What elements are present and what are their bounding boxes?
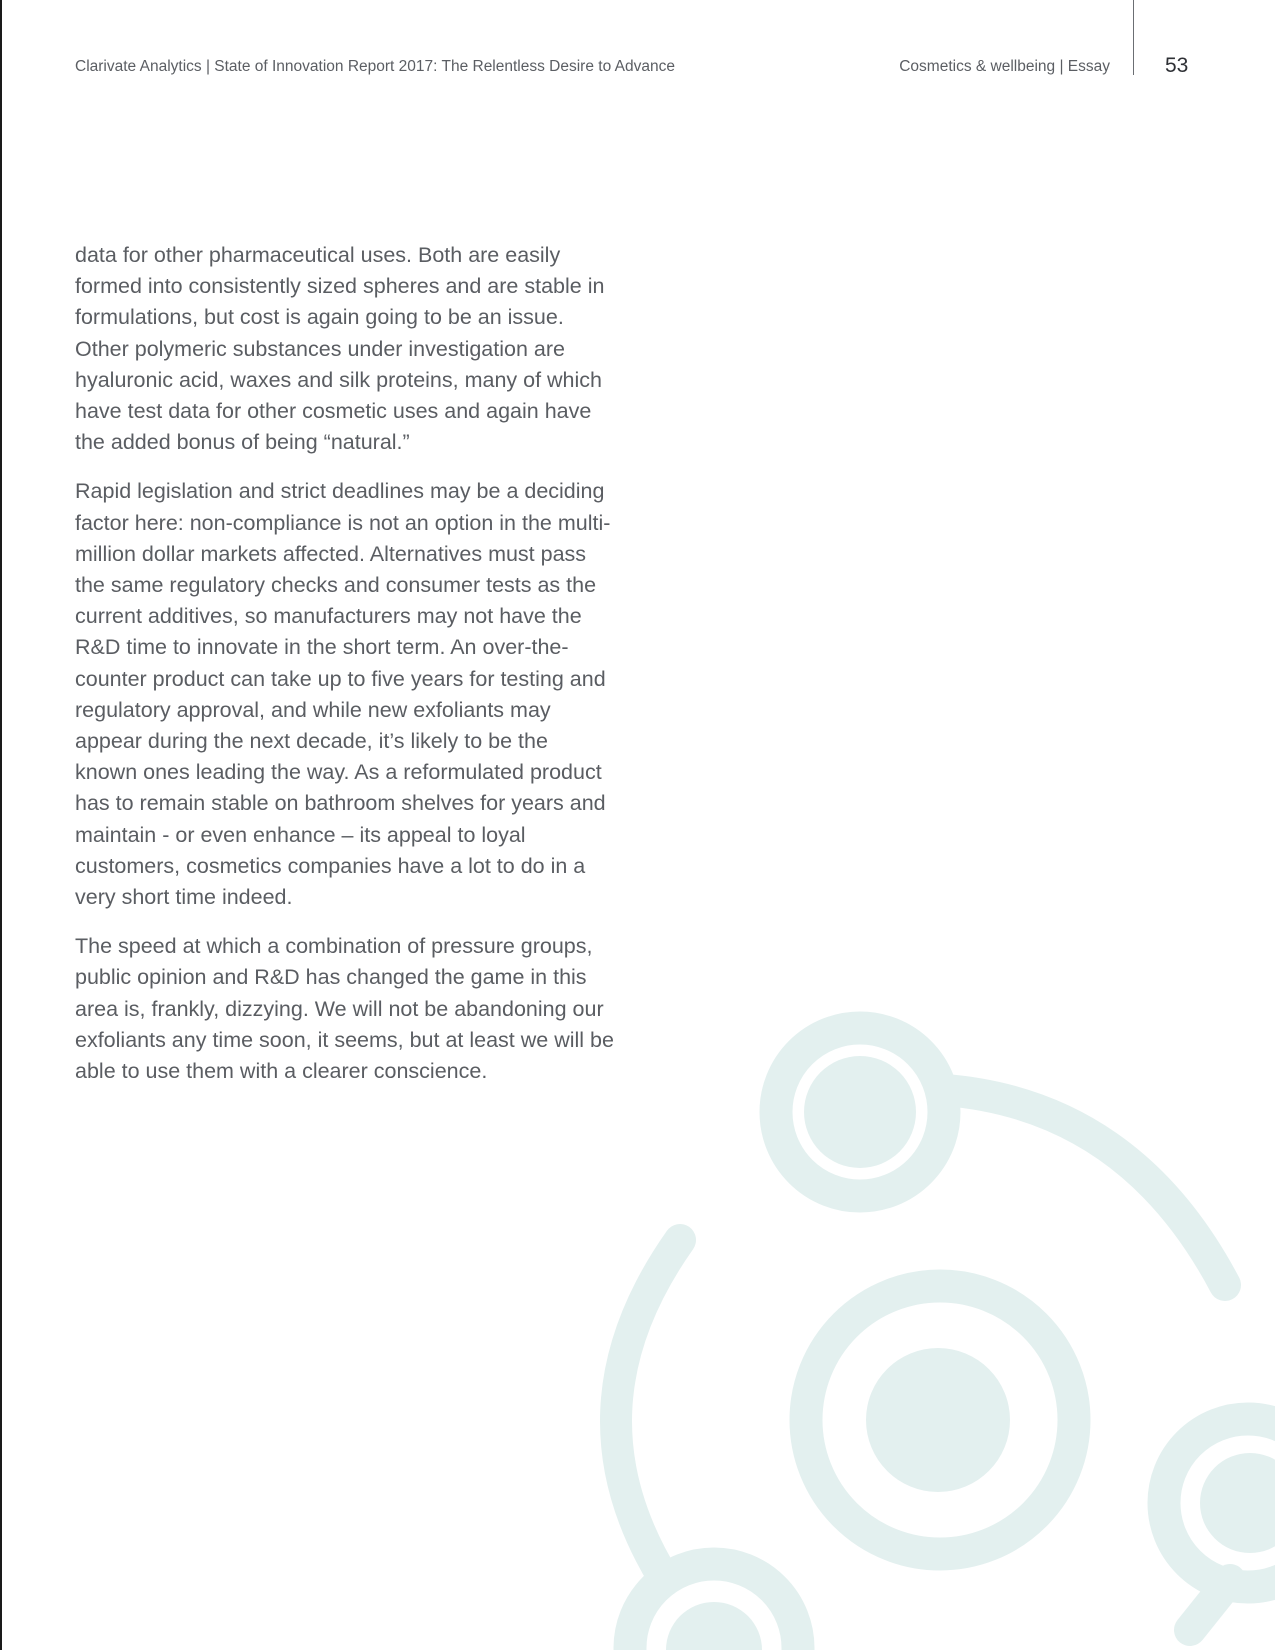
decoration-dot-bottom	[666, 1602, 762, 1650]
decoration-dot-right	[1200, 1453, 1275, 1553]
page-number: 53	[1165, 54, 1189, 77]
decoration-dot-center	[866, 1348, 1010, 1492]
paragraph: data for other pharmaceutical uses. Both are easily formed into consistently sized spheres and are stable in formulations, but cost is again going to be an issue. Other polymeric substances under investigation are hyaluronic acid, waxes and silk proteins, many of which have test data for other cosmetic uses and again have the added bonus of being “natural.”	[75, 243, 605, 455]
decoration-arc-upper	[945, 1090, 1225, 1285]
paragraph: The speed at which a combination of pressure groups, public opinion and R&D has changed the game in this area is, frankly, dizzying. We will not be abandoning our exfoliants any time soon, it seems, but at least we will be able to use them with a clearer conscience.	[75, 934, 614, 1084]
essay-body	[75, 240, 615, 1105]
decoration-arc-left	[616, 1240, 680, 1580]
paragraph: Rapid legislation and strict deadlines may be a deciding factor here: non-compliance is not an option in the multi-million dollar markets affected. Alternatives must pass the same regulatory checks and consumer tests as the current additives, so manufacturers may not have the R&D time to innovate in the short term. An over-the-counter product can take up to five years for testing and regulatory approval, and while new exfoliants may appear during the next decade, it’s likely to be the known ones leading the way. As a reformulated product has to remain stable on bathroom shelves for years and maintain - or even enhance – its appeal to loyal customers, cosmetics companies have a lot to do in a very short time indeed.	[75, 479, 611, 910]
running-header-section: Cosmetics & wellbeing | Essay	[899, 58, 1110, 75]
decoration-dot-top	[804, 1056, 916, 1168]
running-header-report-title: Clarivate Analytics | State of Innovation Report 2017: The Relentless Desire to Advance	[75, 58, 675, 75]
